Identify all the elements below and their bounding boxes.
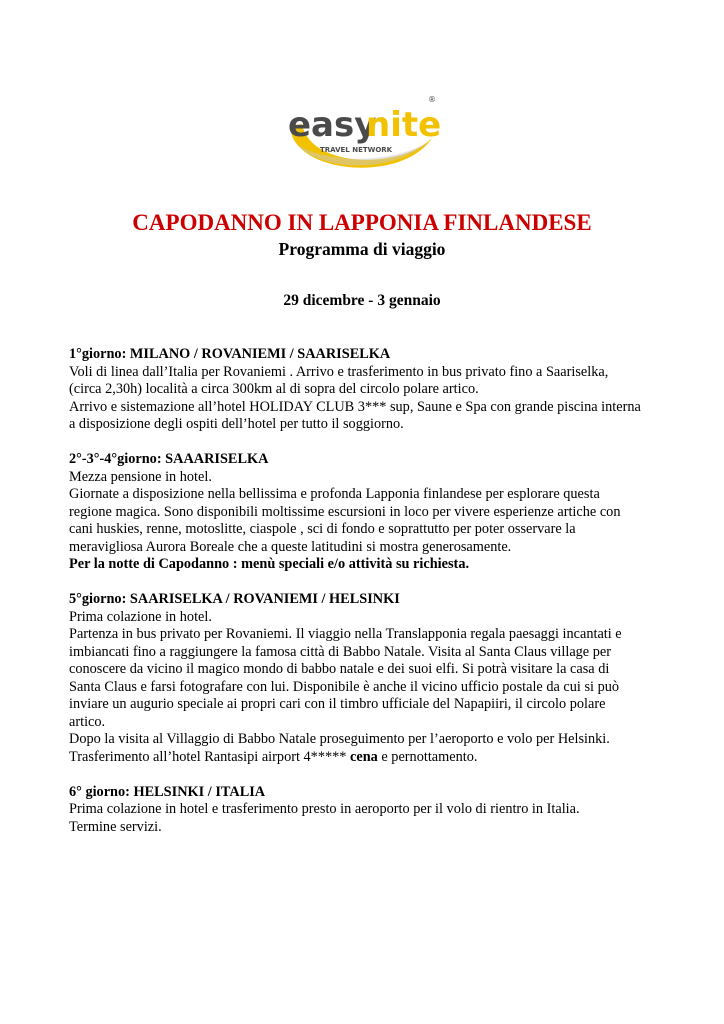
day-5-line: Dopo la visita al Villaggio di Babbo Natale proseguimento per l’aeroporto e volo per Helsinki.: [69, 731, 610, 747]
day-5-title: 5°giorno: SAARISELKA / ROVANIEMI / HELSINKI: [69, 591, 400, 607]
day-5-line: conoscere da vicino il magico mondo di babbo natale e dei suoi elfi. Si potrà visitare la casa di: [69, 661, 610, 677]
day-6-title: 6° giorno: HELSINKI / ITALIA: [69, 783, 266, 800]
day-1-line: Voli di linea dall’Italia per Rovaniemi . Arrivo e trasferimento in bus privato fino a Saariselka,: [69, 363, 609, 380]
day-5-hotel-text-end: e pernottamento.: [377, 748, 478, 765]
day-2-4-line: Mezza pensione in hotel.: [69, 468, 212, 485]
day-2-4-section: [69, 451, 669, 574]
document-title: CAPODANNO IN LAPPONIA FINLANDESE: [132, 210, 592, 235]
day-6-section: [69, 784, 669, 837]
day-2-4-line: Giornate a disposizione nella bellissima e profonda Lapponia finlandese per esplorare questa: [69, 486, 600, 502]
day-5-line: Santa Claus e farsi fotografare con lui. Disponibile è anche il vicino ufficio postale da cui si può: [69, 678, 620, 695]
trip-dates: 29 dicembre - 3 gennaio: [283, 292, 441, 309]
day-5-line: inviare un augurio speciale ai propri cari con il timbro ufficiale del Napapiiri, il circolo polare: [69, 696, 606, 712]
day-2-4-line: meravigliosa Aurora Boreale che a queste latitudini si mostra generosamente.: [69, 538, 512, 555]
day-1-line: a disposizione degli ospiti dell’hotel per tutto il soggiorno.: [69, 416, 404, 432]
easy-nite-logo-graphic: [282, 88, 442, 180]
day-1-section: [69, 346, 669, 434]
day-5-line: Partenza in bus privato per Rovaniemi. Il viaggio nella Translapponia regala paesaggi incantati e: [69, 626, 622, 642]
day-5-line: Prima colazione in hotel.: [69, 608, 212, 625]
day-1-line: Arrivo e sistemazione all’hotel HOLIDAY CLUB 3*** sup, Saune e Spa con grande piscina interna: [69, 398, 641, 415]
day-5-line: imbiancati fino a raggiungere la famosa città di Babbo Natale. Visita al Santa Claus village per: [69, 643, 611, 660]
day-6-line: Termine servizi.: [69, 818, 162, 835]
day-5-hotel-text: Trasferimento all’hotel Rantasipi airport 4*****: [69, 748, 350, 765]
day-1-line: (circa 2,30h) località a circa 300km al di sopra del circolo polare artico.: [69, 381, 479, 397]
day-5-section: [69, 591, 669, 766]
logo-tagline: TRAVEL NETWORK: [320, 146, 393, 154]
day-1-title: 1°giorno: MILANO / ROVANIEMI / SAARISELKA: [69, 346, 391, 362]
day-2-4-line: cani huskies, renne, motoslitte, ciaspole , sci di fondo e soprattutto per poter osservare la: [69, 521, 576, 537]
day-6-line: Prima colazione in hotel e trasferimento presto in aeroporto per il volo di rientro in Italia.: [69, 801, 580, 817]
day-5-line: artico.: [69, 713, 106, 730]
dinner-highlight: cena: [350, 748, 378, 765]
easy-nite-logo: [282, 88, 442, 180]
day-2-4-title: 2°-3°-4°giorno: SAAARISELKA: [69, 451, 269, 467]
logo-registered-mark: ®: [428, 95, 436, 104]
document-subtitle: Programma di viaggio: [278, 239, 446, 259]
logo-wordmark-nite: nite: [366, 105, 442, 145]
logo-wordmark-easy: easy: [288, 105, 377, 145]
day-5-hotel-line: [69, 749, 669, 767]
day-2-4-line: regione magica. Sono disponibili moltissime escursioni in loco per vivere esperienze artiche con: [69, 503, 621, 520]
travel-program: [69, 346, 669, 854]
new-year-note: Per la notte di Capodanno : menù speciali e/o attività su richiesta.: [69, 556, 470, 572]
